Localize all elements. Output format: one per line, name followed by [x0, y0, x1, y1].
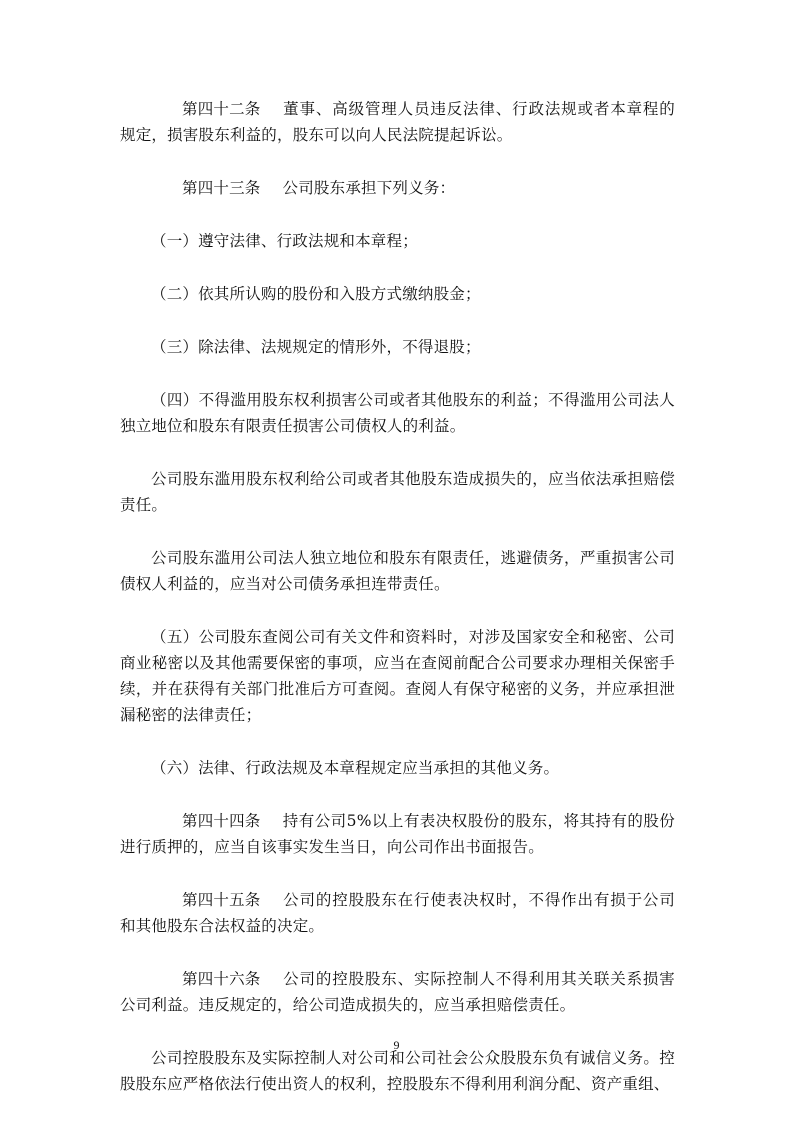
article-43-text: 公司股东承担下列义务：	[282, 179, 456, 197]
article-45	[120, 887, 675, 939]
article-46-continuation: 公司控股股东及实际控制人对公司和公司社会公众股股东负有诚信义务。控股股东应严格依法行使出资人的权利，控股股东不得利用利润分配、资产重组、	[120, 1049, 675, 1093]
article-43-paragraph-liability: 公司股东滥用股东权利给公司或者其他股东造成损失的，应当依法承担赔偿责任。	[120, 470, 675, 514]
article-42-number: 第四十二条	[182, 100, 261, 118]
article-43	[120, 175, 675, 201]
article-43-item-6: （六）法律、行政法规及本章程规定应当承担的其他义务。	[151, 759, 560, 777]
article-43-paragraph-joint-liability: 公司股东滥用公司法人独立地位和股东有限责任，逃避债务，严重损害公司债权人利益的，应当对公司债务承担连带责任。	[120, 549, 675, 593]
article-43-item-5: （五）公司股东查阅公司有关文件和资料时，对涉及国家安全和秘密、公司商业秘密以及其他需要保密的事项，应当在查阅前配合公司要求办理相关保密手续，并在获得有关部门批准后方可查阅。查阅人有保守秘密的义务，并应承担泄漏秘密的法律责任；	[120, 628, 675, 724]
article-42-text: 董事、高级管理人员违反法律、行政法规或者本章程的规定，损害股东利益的，股东可以向人民法院提起诉讼。	[120, 100, 675, 144]
article-43-number: 第四十三条	[182, 179, 261, 197]
article-42	[120, 96, 675, 148]
article-44-text: 持有公司5%以上有表决权股份的股东，将其持有的股份进行质押的，应当自该事实发生当日，向公司作出书面报告。	[120, 812, 675, 856]
article-45-text: 公司的控股股东在行使表决权时，不得作出有损于公司和其他股东合法权益的决定。	[120, 891, 675, 935]
article-44	[120, 808, 675, 860]
article-46	[120, 966, 675, 1018]
article-43-item-3: （三）除法律、法规规定的情形外，不得退股；	[151, 338, 481, 356]
article-46-text: 公司的控股股东、实际控制人不得利用其关联关系损害公司利益。违反规定的，给公司造成损失的，应当承担赔偿责任。	[120, 970, 675, 1014]
article-43-item-1: （一）遵守法律、行政法规和本章程；	[151, 232, 418, 250]
article-45-number: 第四十五条	[182, 891, 261, 909]
article-44-number: 第四十四条	[182, 812, 261, 830]
article-43-item-4: （四）不得滥用股东权利损害公司或者其他股东的利益；不得滥用公司法人独立地位和股东有限责任损害公司债权人的利益。	[120, 391, 675, 435]
page-number: 9	[393, 1038, 400, 1052]
article-46-number: 第四十六条	[182, 970, 261, 988]
article-43-item-2: （二）依其所认购的股份和入股方式缴纳股金；	[151, 285, 481, 303]
document-body	[120, 96, 675, 1097]
